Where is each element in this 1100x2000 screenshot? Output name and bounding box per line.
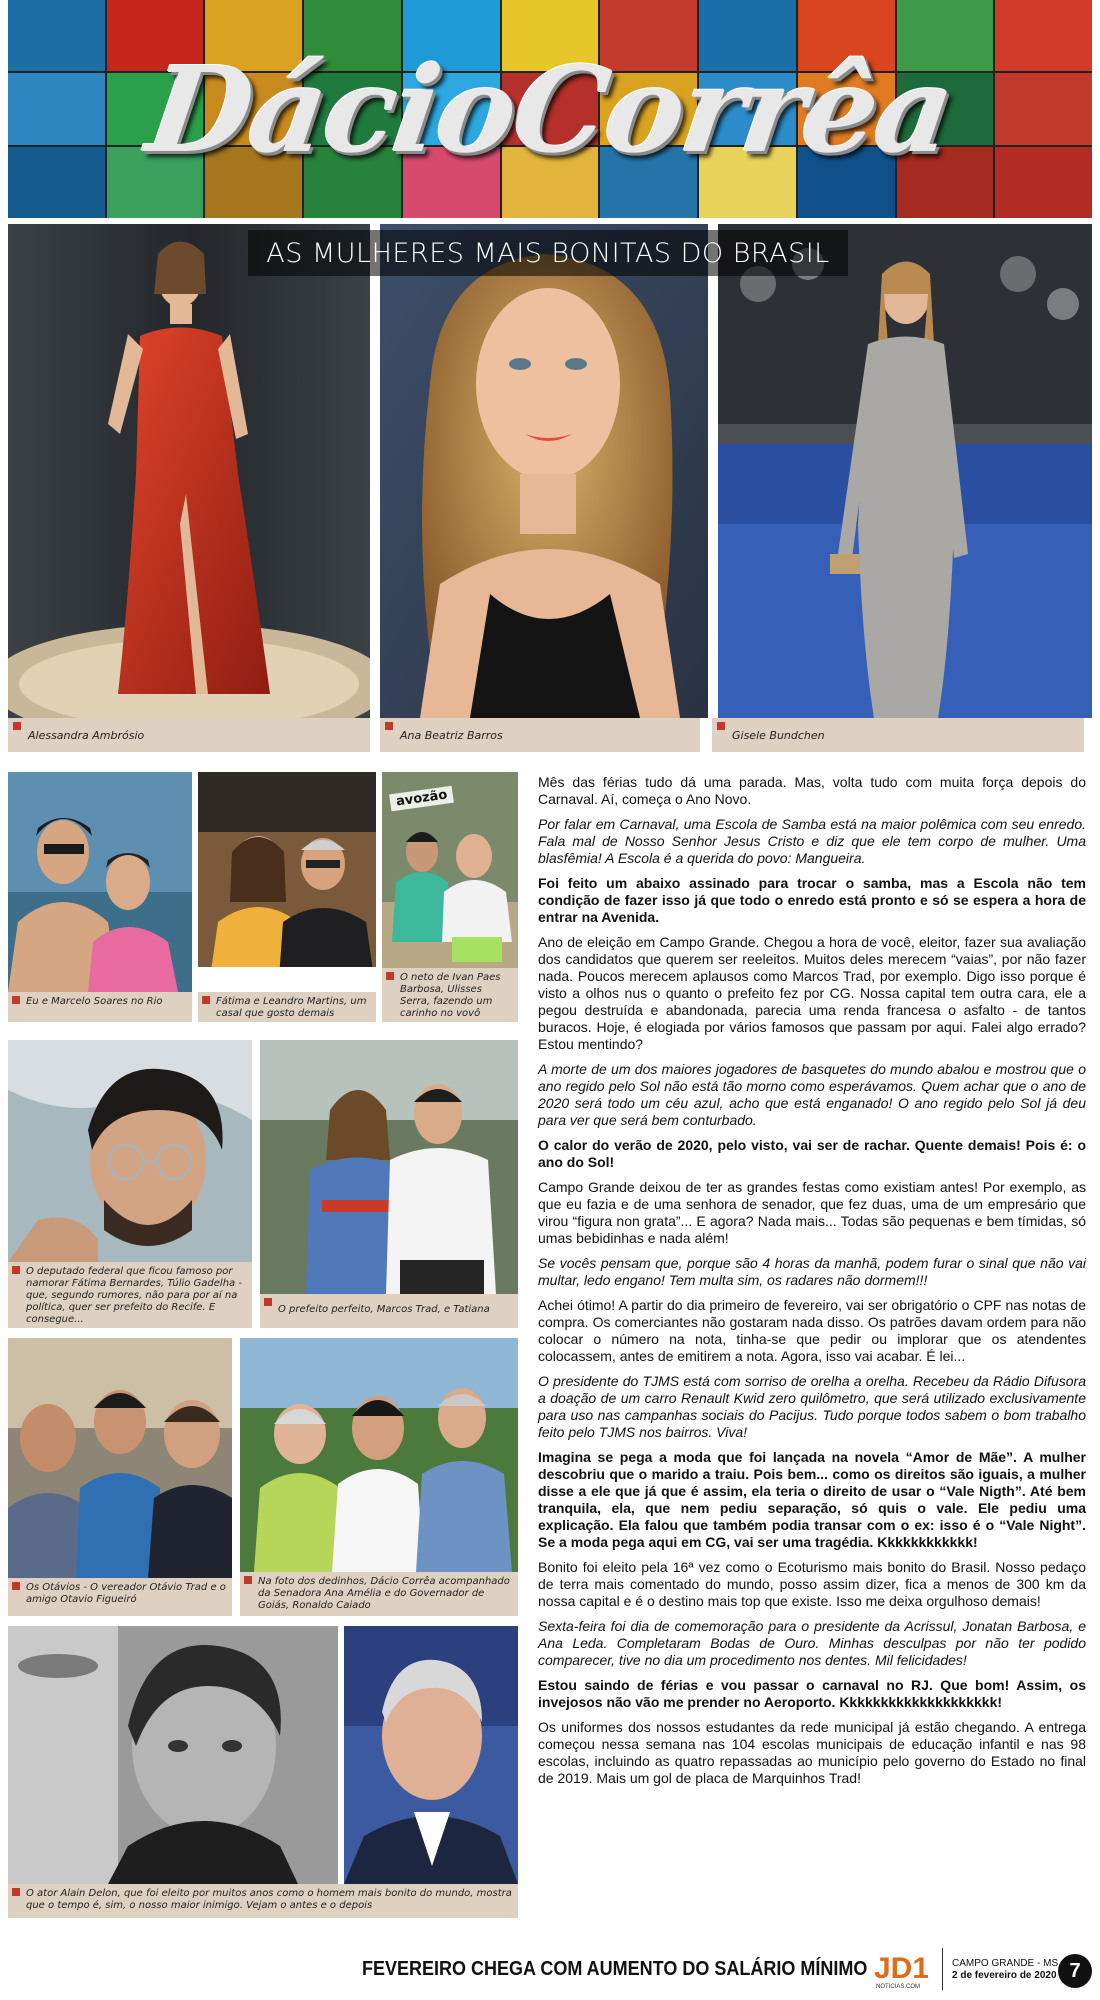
masthead-tile (897, 73, 994, 144)
masthead-tile (107, 73, 204, 144)
masthead-tile (798, 0, 895, 71)
masthead-tile (304, 147, 401, 218)
caption-row1-3: O neto de Ivan Paes Barbosa, Ulisses Serra, fazendo um carinho no vovô (382, 968, 518, 1022)
masthead-tile (995, 0, 1092, 71)
hero-caption-2: Ana Beatriz Barros (380, 718, 700, 752)
masthead-tile (502, 73, 599, 144)
avozao-badge: avozão (389, 786, 454, 812)
article-paragraph: Imagina se pega a moda que foi lançada na novela “Amor de Mãe”. A mulher descobriu que o marido a traiu. Pois bem... como os direitos são iguais, a mulher disse a ele que já que é assim, ela teria o direito de usar o “Vale Nigth”. Até bem tranquila, ela, que nem pediu separação, só quis o vale. Ele pediu uma explicação. Ela falou que também podia transar com o ex: isso é o “Vale Night”. Se a moda pega aqui em CG, vai ser uma tragédia. Kkkkkkkkkkkk! (538, 1449, 1086, 1550)
article-paragraph: Achei ótimo! A partir do dia primeiro de fevereiro, vai ser obrigatório o CPF nas notas de compra. Os comerciantes não gostaram nada disso. Os patrões davam ordem para não colocar o número na nota, tinha-se que pedir ou implorar que os atendentes colocassem, antes de emitirem a nota. Agora, isso vai acabar. É lei... (538, 1297, 1086, 1364)
photo-otavios (8, 1338, 232, 1578)
article-paragraph: A morte de um dos maiores jogadores de basquetes do mundo abalou e mostrou que o ano regido pelo Sol não está tão morno como esperávamos. Quem achar que o ano de 2020 será todo um céu azul, acho que está enganado! O ano regido pelo Sol já deu para ver que será bem conturbado. (538, 1061, 1086, 1128)
article-paragraph: Campo Grande deixou de ter as grandes festas como existiam antes! Por exemplo, as que eu fazia e de uma senhora de senador, que fez duas, uma de um empresário que virou “figura non grata”... E agora? Nada mais... Todas são pequenas e bem tímidas, só umas bebidinhas e nada além! (538, 1179, 1086, 1246)
masthead-tile (699, 73, 796, 144)
masthead-tile (897, 0, 994, 71)
footer-headline: FEVEREIRO CHEGA COM AUMENTO DO SALÁRIO MÍNIMO (362, 1958, 868, 1980)
masthead-tile (995, 147, 1092, 218)
masthead-tile (8, 73, 105, 144)
hero-photo-1 (8, 224, 370, 718)
footer-date: 2 de fevereiro de 2020 (952, 1970, 1057, 1981)
caption-row3-1: Os Otávios - O vereador Otávio Trad e o amigo Otavio Figueiró (8, 1578, 232, 1616)
masthead-tile (205, 73, 302, 144)
photo-neto-ivan (382, 772, 518, 968)
caption-row3-2: Na foto dos dedinhos, Dácio Corrêa acompanhado da Senadora Ana Amélia e do Governador de Goiás, Ronaldo Caiado (240, 1572, 518, 1616)
photo-fatima-leandro (198, 772, 376, 992)
photo-dedinhos (240, 1338, 518, 1572)
caption-row1-2: Fátima e Leandro Martins, um casal que gosto demais (198, 992, 376, 1022)
masthead-tile (600, 73, 697, 144)
masthead-tile (502, 0, 599, 71)
article-paragraph: Se vocês pensam que, porque são 4 horas da manhã, podem furar o sinal que não vai multar, ledo engano! Tem multa sim, os radares não dormem!!! (538, 1255, 1086, 1288)
footer-divider (942, 1948, 943, 1990)
photo-marcos-trad-tatiana (260, 1040, 518, 1294)
masthead-tile (600, 147, 697, 218)
masthead-tile (699, 147, 796, 218)
article-paragraph: Os uniformes dos nossos estudantes da rede municipal já estão chegando. A entrega começou nessa semana nas 104 escolas municipais de educação infantil e nas 98 escolas, incluindo as quatro repassadas ao município pelo governo do Estado no final de 2019. Mais um gol de placa de Marquinhos Trad! (538, 1719, 1086, 1786)
footer-location-block (952, 1958, 1062, 1982)
masthead-tile (699, 0, 796, 71)
footer-location: CAMPO GRANDE - MS (952, 1958, 1059, 1969)
masthead-tile (798, 147, 895, 218)
masthead-tile (8, 147, 105, 218)
jd1-logo-text: JD1 (874, 1952, 928, 1985)
masthead-tile (8, 0, 105, 71)
article-paragraph: O calor do verão de 2020, pelo visto, vai ser de rachar. Quente demais! Pois é: o ano do Sol! (538, 1137, 1086, 1170)
photo-tulio-gadelha (8, 1040, 252, 1262)
caption-row2-1: O deputado federal que ficou famoso por namorar Fátima Bernardes, Túlio Gadelha - que, segundo rumores, não para por aí na política, quer ser prefeito do Recife. E consegue... (8, 1262, 252, 1328)
masthead-tile (304, 73, 401, 144)
article-column (538, 774, 1086, 1914)
caption-row2-2: O prefeito perfeito, Marcos Trad, e Tatiana (260, 1294, 518, 1328)
caption-row1-1: Eu e Marcelo Soares no Rio (8, 992, 192, 1022)
hero-photo-2 (380, 224, 708, 718)
masthead-tile (897, 147, 994, 218)
hero-caption-3: Gisele Bundchen (712, 718, 1084, 752)
masthead-tile (304, 0, 401, 71)
article-paragraph: Por falar em Carnaval, uma Escola de Samba está na maior polêmica com seu enredo. Fala mal de Nosso Senhor Jesus Cristo e diz que ele tem corpo de mulher. Uma blasfêmia! A Escola é a querida do povo: Mangueira. (538, 816, 1086, 866)
jd1-logo (872, 1946, 928, 1990)
masthead-tile (107, 0, 204, 71)
masthead-tile (502, 147, 599, 218)
photo-alain-delon-old (344, 1626, 518, 1884)
photo-alain-delon-young (8, 1626, 338, 1884)
article-paragraph: O presidente do TJMS está com sorriso de orelha a orelha. Recebeu da Rádio Difusora a doação de um carro Renault Kwid zero quilômetro, que será utilizado exclusivamente para uso nas campanhas sociais do Pacijus. Tudo porque todos sabem o bom trabalho feito pelo TJMS nos bairros. Viva! (538, 1373, 1086, 1440)
jd1-logo-sub: NOTICIAS.COM (876, 1984, 921, 1990)
masthead-tile (995, 73, 1092, 144)
hero-caption-1: Alessandra Ambrósio (8, 718, 370, 752)
masthead-tile (205, 147, 302, 218)
caption-row4: O ator Alain Delon, que foi eleito por muitos anos como o homem mais bonito do mundo, mostra que o tempo é, sim, o nosso maior inimigo. Vejam o antes e o depois (8, 1884, 518, 1918)
masthead-tile (798, 73, 895, 144)
article-paragraph: Foi feito um abaixo assinado para trocar o samba, mas a Escola não tem condição de fazer isso já que todo o enredo está pronto e só se espera a hora de entrar na Avenida. (538, 875, 1086, 925)
photo-marcelo-soares (8, 772, 192, 992)
article-paragraph: Ano de eleição em Campo Grande. Chegou a hora de você, eleitor, fazer sua avaliação dos candidatos que querem ser reeleitos. Muitos deles merecem “vaias”, por não fazer nada. Poucos merecem aplausos como Marcos Trad, por exemplo. Digo isso porque é visto a olhos nus o quanto o prefeito fez por CG. Nossa capital tem outra cara, ele a pegou destruída e abandonada, parecia uma renda francesa o asfalto - de tantos buracos. Hoje, é elogiada por vários famosos que passam por aqui. Falei algo errado? Estou mentindo? (538, 934, 1086, 1052)
article-paragraph: Sexta-feira foi dia de comemoração para o presidente da Acrissul, Jonatan Barbosa, e Ana Leda. Completaram Bodas de Ouro. Minhas desculpas por não ter podido comparecer, tive no dia um procedimento nos dentes. Mil felicidades! (538, 1618, 1086, 1668)
page-number: 7 (1058, 1954, 1092, 1988)
masthead-tile (403, 0, 500, 71)
hero-section (8, 224, 1092, 718)
hero-photo-3 (718, 224, 1092, 718)
article-paragraph: Estou saindo de férias e vou passar o carnaval no RJ. Que bom! Assim, os invejosos não vão me prender no Aeroporto. Kkkkkkkkkkkkkkkkkkkk! (538, 1677, 1086, 1710)
hero-title: AS MULHERES MAIS BONITAS DO BRASIL (248, 230, 848, 276)
masthead-collage (8, 0, 1092, 218)
article-paragraph: Bonito foi eleito pela 16ª vez como o Ecoturismo mais bonito do Brasil. Nosso pedaço de terra mais comentado do mundo, posso assim dizer, fica a menos de 300 km da nossa capital e é o destino mais top que existe. Isso me deixa orgulhoso demais! (538, 1559, 1086, 1609)
article-paragraph: Mês das férias tudo dá uma parada. Mas, volta tudo com muita força depois do Carnaval. Aí, começa o Ano Novo. (538, 774, 1086, 807)
masthead-tile (205, 0, 302, 71)
masthead-tile (107, 147, 204, 218)
masthead-title: DácioCorrêa (139, 39, 961, 179)
masthead-tile (403, 147, 500, 218)
masthead-tile (403, 73, 500, 144)
masthead-tile (600, 0, 697, 71)
